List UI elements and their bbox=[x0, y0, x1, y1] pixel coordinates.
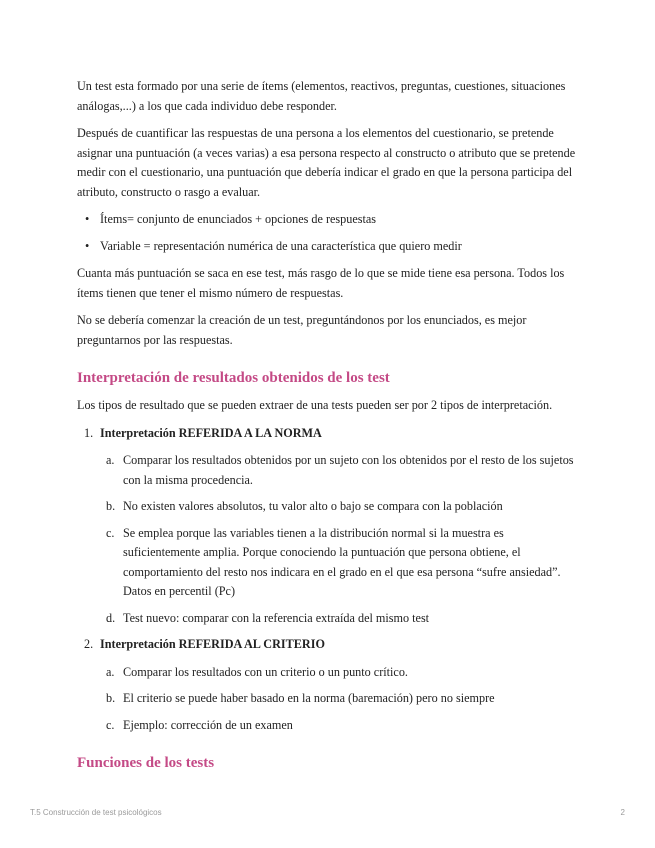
bullet-icon: • bbox=[85, 238, 90, 253]
sub-item-text: Se emplea porque las variables tienen a la distribución normal si la muestra es suficientemente amplia. Porque conociendo la puntuación que persona obtiene, el comportamiento del resto nos indicara en el grado en el que esa persona “sufre ansiedad”. Datos en percentil (Pc) bbox=[123, 525, 561, 598]
sub-item-letter: c. bbox=[106, 717, 115, 732]
item-number: 2. bbox=[84, 637, 94, 651]
definition-list bbox=[77, 210, 577, 256]
item-number: 1. bbox=[84, 425, 94, 440]
item-title: Interpretación REFERIDA AL CRITERIO bbox=[100, 637, 325, 651]
bullet-icon: • bbox=[85, 212, 90, 226]
sub-list bbox=[100, 451, 577, 628]
paragraph-test-creation: No se debería comenzar la creación de un test, preguntándonos por los enunciados, es mejor preguntarnos por las respuestas. bbox=[77, 313, 527, 347]
sub-item-text: El criterio se puede haber basado en la norma (baremación) pero no siempre bbox=[123, 691, 495, 705]
paragraph-score-meaning: Cuanta más puntuación se saca en ese test, más rasgo de lo que se mide tiene esa persona. Todos los ítems tienen que tener el mismo número de respuestas. bbox=[77, 266, 565, 300]
sub-item bbox=[100, 689, 577, 709]
item-title: Interpretación REFERIDA A LA NORMA bbox=[100, 425, 322, 440]
sub-item-text: Ejemplo: corrección de un examen bbox=[123, 717, 293, 732]
sub-item-letter: c. bbox=[106, 525, 115, 540]
sub-item-text: No existen valores absolutos, tu valor alto o bajo se compara con la población bbox=[123, 499, 503, 513]
sub-item bbox=[100, 663, 577, 683]
sub-item-letter: d. bbox=[106, 610, 116, 625]
sub-item bbox=[100, 451, 577, 490]
section-intro: Los tipos de resultado que se pueden extraer de una tests pueden ser por 2 tipos de interpretación. bbox=[77, 398, 553, 412]
section-heading-interpretation: Interpretación de resultados obtenidos de los test bbox=[77, 370, 390, 386]
list-item bbox=[77, 237, 577, 257]
sub-item-letter: a. bbox=[106, 664, 115, 679]
document-body bbox=[77, 77, 577, 781]
list-item-text: Variable = representación numérica de una característica que quiero medir bbox=[100, 238, 462, 253]
intro-paragraph-2: Después de cuantificar las respuestas de una persona a los elementos del cuestionario, se pretende asignar una puntuación (a veces varias) a esa persona respecto al constructo o atributo que se pretende medir con el cuestionario, una puntuación que debería indicar el grado en que la persona participa del atributo, constructo o rasgo a evaluar. bbox=[77, 126, 576, 199]
list-item-text: Ítems= conjunto de enunciados + opciones de respuestas bbox=[100, 212, 377, 226]
list-item bbox=[77, 210, 577, 230]
sub-item bbox=[100, 497, 577, 517]
sub-item-letter: a. bbox=[106, 453, 115, 467]
sub-item-text: Test nuevo: comparar con la referencia extraída del mismo test bbox=[123, 610, 430, 625]
sub-item bbox=[100, 609, 577, 629]
sub-item bbox=[100, 716, 577, 736]
section-heading-functions: Funciones de los tests bbox=[77, 755, 215, 771]
sub-item-letter: b. bbox=[106, 691, 116, 705]
sub-item-text: Comparar los resultados obtenidos por un sujeto con los obtenidos por el resto de los sujetos con la misma procedencia. bbox=[123, 453, 574, 487]
sub-list bbox=[100, 663, 577, 736]
page-number: 2 bbox=[620, 808, 625, 817]
footer-title: T.5 Construcción de test psicológicos bbox=[30, 808, 162, 817]
intro-paragraph-1: Un test esta formado por una serie de ítems (elementos, reactivos, preguntas, cuestiones, situaciones análogas,...) a los que cada individuo debe responder. bbox=[77, 79, 566, 113]
sub-item-letter: b. bbox=[106, 499, 116, 513]
interpretation-list bbox=[77, 424, 577, 736]
sub-item bbox=[100, 524, 577, 602]
interpretation-item-criterio bbox=[77, 635, 577, 735]
sub-item-text: Comparar los resultados con un criterio o un punto crítico. bbox=[123, 664, 408, 679]
interpretation-item-norma bbox=[77, 424, 577, 629]
